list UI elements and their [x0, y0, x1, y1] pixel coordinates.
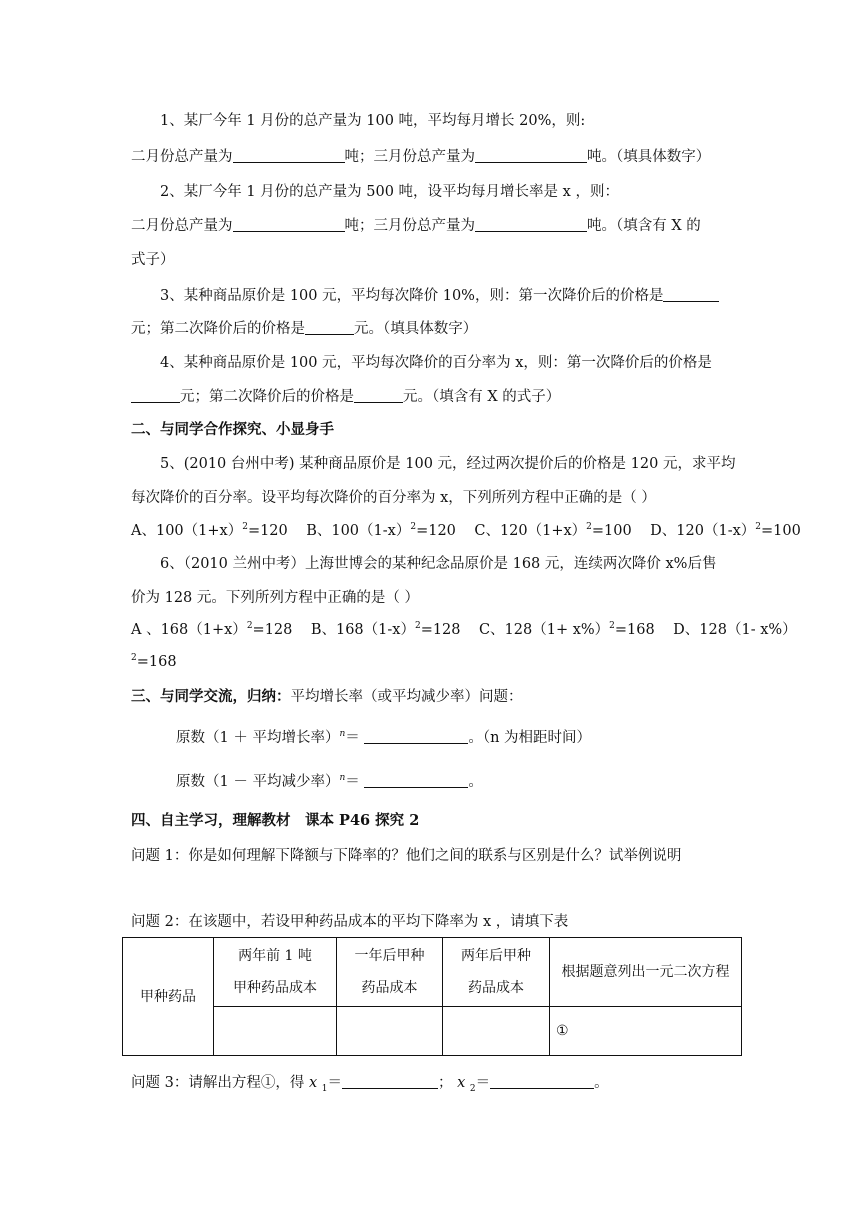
- q2-blank-feb[interactable]: [233, 216, 345, 232]
- q1-text-a: 二月份总产量为: [131, 149, 233, 165]
- q6-option-d[interactable]: D、128（1- x%）: [673, 622, 797, 638]
- q3-blank-second[interactable]: [305, 319, 354, 335]
- section-3-text: 平均增长率（或平均减少率）问题：: [290, 689, 523, 705]
- q5-line1: 5、(2010 台州中考) 某种商品原价是 100 元，经过两次提价后的价格是 120 元，求平均: [160, 456, 736, 472]
- q1-fill-line: [131, 147, 710, 167]
- table-header-col4: 根据题意列出一元二次方程: [550, 938, 742, 1007]
- table-row-label: 甲种药品: [123, 938, 214, 1056]
- table-cell-cost-before[interactable]: [214, 1007, 337, 1056]
- formula-decrease-blank[interactable]: [364, 772, 468, 788]
- q3-blank-first[interactable]: [663, 286, 719, 302]
- q1-text-b: 吨；三月份总产量为: [344, 149, 475, 165]
- q4-line2: [131, 387, 560, 407]
- q5-options: [131, 521, 801, 541]
- section-3-heading: [131, 687, 523, 707]
- q2-text-a: 二月份总产量为: [131, 218, 233, 234]
- question-1: 问题 1：你是如何理解下降额与下降率的？他们之间的联系与区别是什么？试举例说明: [131, 848, 682, 864]
- section-4-heading: 四、自主学习，理解教材 课本 P46 探究 2: [131, 812, 420, 829]
- table-cell-equation[interactable]: [550, 1007, 742, 1056]
- q2-wrap: 式子）: [131, 252, 175, 268]
- q6-option-b[interactable]: B、$168(1-x)^2=128$: [310, 621, 461, 638]
- q5-line2: 每次降价的百分率。设平均每次降价的百分率为 x，下列所列方程中正确的是（ ）: [131, 490, 656, 506]
- q5-option-d[interactable]: D、$120(1-x)^2=100$: [650, 522, 801, 539]
- question-3: 问题 3：请解出方程①，得 x $_1$＝ ； x $_2$＝ 。: [131, 1075, 609, 1094]
- q1-blank-mar[interactable]: [475, 147, 587, 163]
- q6-line1: 6、（2010 兰州中考）上海世博会的某种纪念品原价是 168 元，连续两次降价 x%后售: [160, 556, 717, 572]
- q6-line2: 价为 128 元。下列所列方程中正确的是（ ）: [131, 590, 420, 606]
- q3-line1: [160, 286, 719, 306]
- q3-text-b: 元。（填具体数字）: [354, 321, 478, 337]
- formula-decrease: 原数（1 － 平均减少率）$^n$＝ 。: [176, 773, 483, 790]
- q6-option-c[interactable]: C、$128(1+ x\%)^2=168$: [478, 621, 655, 638]
- q4-text-a: 元；第二次降价后的价格是: [180, 389, 354, 405]
- q2-intro: 2、某厂今年 1 月份的总产量为 500 吨，设平均每月增长率是 x ，则：: [160, 184, 619, 200]
- q3-text-a: 元；第二次降价后的价格是: [131, 321, 305, 337]
- q4-text-b: 元。（填含有 X 的式子）: [403, 389, 561, 405]
- q4-blank-second[interactable]: [354, 387, 403, 403]
- table-cell-cost-year2[interactable]: [443, 1007, 550, 1056]
- q2-fill-line: [131, 216, 701, 236]
- q5-option-b[interactable]: B、$100(1-x)^2=120$: [306, 522, 456, 539]
- table-cell-cost-year1[interactable]: [337, 1007, 443, 1056]
- section-3-bold: 三、与同学交流，归纳：: [131, 688, 291, 705]
- table-header-col2: 一年后甲种 药品成本: [337, 938, 443, 1007]
- q1-text-c: 吨。（填具体数字）: [587, 149, 711, 165]
- x2-blank[interactable]: [490, 1073, 594, 1089]
- cost-table: [122, 937, 742, 1056]
- q2-blank-mar[interactable]: [475, 216, 587, 232]
- q6-option-a[interactable]: A 、$168(1+x)^2=128$: [131, 621, 293, 638]
- q5-option-c[interactable]: C、$120(1+x)^2=100$: [474, 522, 632, 539]
- table-header-col3: 两年后甲种 药品成本: [443, 938, 550, 1007]
- q3-text: 3、某种商品原价是 100 元，平均每次降价 10%，则：第一次降价后的价格是: [160, 288, 664, 304]
- q4-line1: 4、某种商品原价是 100 元，平均每次降价的百分率为 x，则：第一次降价后的价格是: [160, 355, 712, 371]
- q1-blank-feb[interactable]: [233, 147, 345, 163]
- q2-text-b: 吨；三月份总产量为: [344, 218, 475, 234]
- q1-intro: 1、某厂今年 1 月份的总产量为 100 吨，平均每月增长 20%，则:: [160, 113, 586, 129]
- q5-option-a[interactable]: A、$100(1+x)^2=120$: [131, 522, 288, 539]
- formula-growth-blank[interactable]: [364, 728, 468, 744]
- table-header-col1: 两年前 1 吨 甲种药品成本: [214, 938, 337, 1007]
- equation-mark: ①: [556, 1023, 569, 1039]
- formula-growth: 原数（1 ＋ 平均增长率）$^n$＝ 。（n 为相距时间）: [176, 729, 592, 746]
- q6-option-d-wrap: $^2$=168: [131, 653, 177, 670]
- q2-text-c: 吨。（填含有 X 的: [587, 218, 701, 234]
- q6-options: [131, 620, 797, 640]
- section-2-heading: 二、与同学合作探究、小显身手: [131, 421, 334, 438]
- question-2: 问题 2：在该题中，若设甲种药品成本的平均下降率为 x ，请填下表: [131, 914, 569, 930]
- q3-line2: [131, 319, 477, 339]
- q4-blank-first[interactable]: [131, 387, 180, 403]
- x1-blank[interactable]: [342, 1073, 438, 1089]
